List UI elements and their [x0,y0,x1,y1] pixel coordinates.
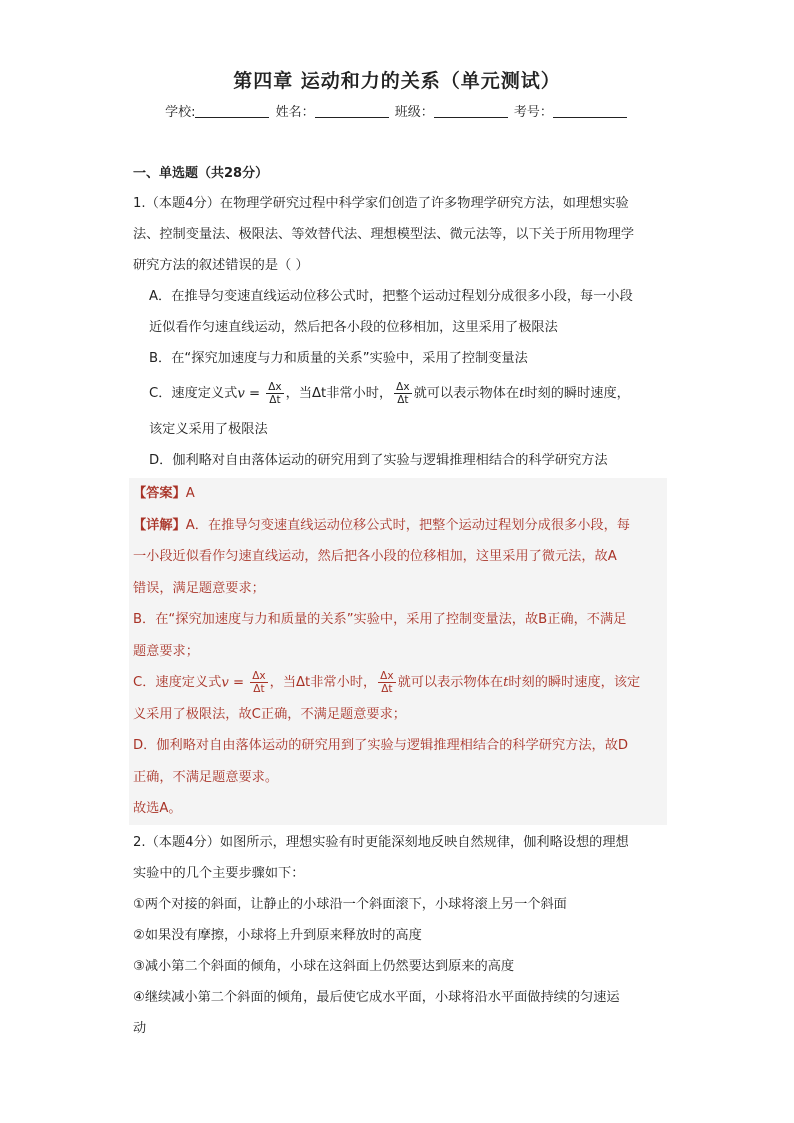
option-b: B．在“探究加速度与力和质量的关系”实验中，采用了控制变量法 [149,351,528,366]
question-2-step: ②如果没有摩擦，小球将上升到原来释放时的高度 [133,927,422,943]
detail-line [133,667,663,699]
option-c-text: 就可以表示物体在 [413,386,520,401]
question-2-step: ④继续减小第二个斜面的倾角，最后使它成水平面，小球将沿水平面做持续的匀速运 [133,989,620,1005]
answer-explanation-box [129,478,667,825]
equals-sign: = [228,675,249,690]
fraction-denominator: Δt [269,393,281,406]
number-blank[interactable] [553,104,627,118]
question-1-stem-line: 法、控制变量法、极限法、等效替代法、理想模型法、微元法等，以下关于所用物理学 [133,227,635,242]
school-blank[interactable] [195,104,269,118]
fraction-dx-dt [394,381,411,406]
question-1-stem-line: 1.（本题4分）在物理学研究过程中科学家们创造了许多物理学研究方法，如理想实验 [133,196,629,211]
answer-value: A [185,486,195,501]
detail-line: 一小段近似看作匀速直线运动，然后把各小段的位移相加，这里采用了微元法，故A [133,549,617,564]
fraction-dx-dt [266,381,283,406]
detail-line: 错误，满足题意要求； [133,580,265,596]
page-title: 第四章 运动和力的关系（单元测试） [233,70,561,92]
option-c-text: C．速度定义式 [149,386,238,401]
fraction-denominator: Δt [253,682,265,695]
detail-text: 时刻的瞬时速度，该定 [508,675,641,690]
number-label: 考号： [513,105,553,120]
fraction-numerator: Δx [252,669,266,682]
fraction-numerator: Δx [380,669,394,682]
conclusion-line: 故选A。 [133,801,182,816]
detail-line: 义采用了极限法，故C正确，不满足题意要求； [133,706,406,722]
fraction-denominator: Δt [397,393,409,406]
detail-line [133,510,663,542]
detail-text: 就可以表示物体在 [397,675,504,690]
school-label: 学校: [165,105,196,120]
option-c-text: 时刻的瞬时速度， [524,386,630,401]
velocity-symbol: v [237,386,245,401]
detail-text: ，当Δt非常小时， [269,675,377,690]
detail-text: A．在推导匀变速直线运动位移公式时，把整个运动过程划分成很多小段，每 [185,517,630,533]
detail-line: D．伽利略对自由落体运动的研究用到了实验与逻辑推理相结合的科学研究方法，故D [133,738,629,753]
question-2-step: ③减小第二个斜面的倾角，小球在这斜面上仍然要达到原来的高度 [133,958,515,974]
class-blank[interactable] [434,104,508,118]
option-c-line: 该定义采用了极限法 [149,422,268,437]
detail-line: 正确，不满足题意要求。 [133,769,279,785]
detail-line: B．在“探究加速度与力和质量的关系”实验中，采用了控制变量法，故B正确，不满足 [133,612,627,627]
fraction-numerator: Δx [396,380,410,393]
detail-tag: 【详解】 [133,517,186,533]
section-heading: 一、单选题（共28分） [133,166,269,181]
question-1-stem-line: 研究方法的叙述错误的是（ ） [133,258,309,273]
option-c-text: ，当Δt非常小时， [285,386,393,401]
time-symbol: t [519,386,525,401]
option-a-line: A．在推导匀变速直线运动位移公式时，把整个运动过程划分成很多小段，每一小段 [149,289,633,304]
fraction-dx-dt [378,670,395,695]
document-body [133,160,663,1044]
fraction-dx-dt [250,670,267,695]
equals-sign: = [244,386,265,401]
option-a-line: 近似看作匀速直线运动，然后把各小段的位移相加，这里采用了极限法 [149,320,558,335]
fraction-denominator: Δt [381,682,393,695]
name-label: 姓名： [275,105,315,120]
detail-line: 题意要求； [133,643,199,659]
option-d: D．伽利略对自由落体运动的研究用到了实验与逻辑推理相结合的科学研究方法 [149,453,608,468]
student-info-row [0,101,794,120]
question-2-stem-line: 实验中的几个主要步骤如下： [133,865,305,881]
detail-text: C．速度定义式 [133,675,222,690]
question-2-step: 动 [133,1020,147,1036]
answer-tag: 【答案】 [133,486,186,501]
name-blank[interactable] [315,104,389,118]
class-label: 班级： [394,105,434,120]
velocity-symbol: v [221,675,229,690]
answer-line [133,478,663,510]
time-symbol: t [503,675,509,690]
option-c-line [133,374,663,414]
fraction-numerator: Δx [268,380,282,393]
question-2-step: ①两个对接的斜面，让静止的小球沿一个斜面滚下，小球将滚上另一个斜面 [133,896,567,912]
question-2-stem-line: 2.（本题4分）如图所示，理想实验有时更能深刻地反映自然规律，伽利略设想的理想 [133,834,629,850]
